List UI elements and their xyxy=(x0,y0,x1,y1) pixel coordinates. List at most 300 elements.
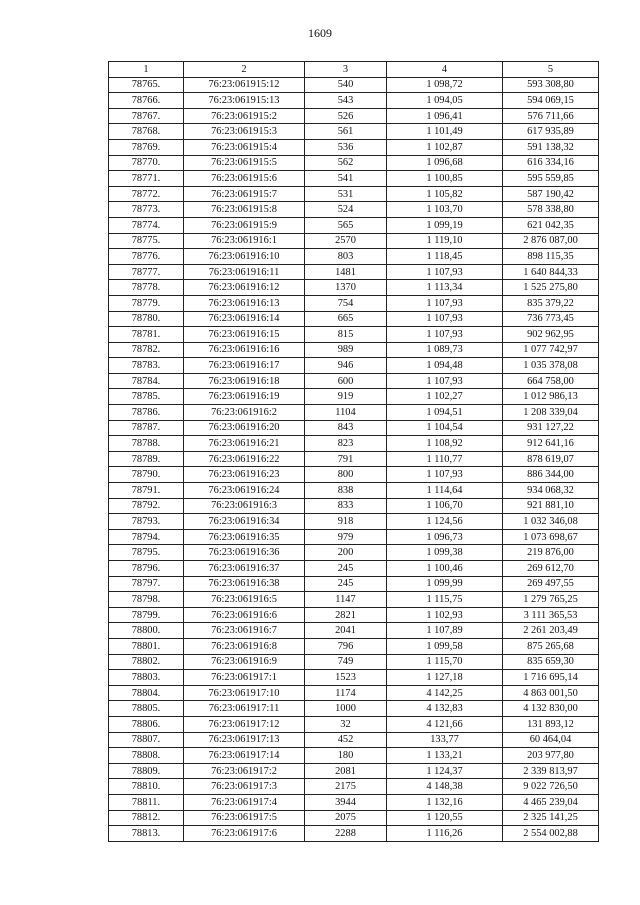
rate-cell: 1 108,92 xyxy=(387,436,503,452)
value-cell: 1 035 378,08 xyxy=(503,358,599,374)
row-number-cell: 78773. xyxy=(109,202,184,218)
rate-cell: 1 118,45 xyxy=(387,249,503,265)
column-header-2: 2 xyxy=(184,62,305,78)
value-cell: 269 497,55 xyxy=(503,576,599,592)
value-cell: 835 379,22 xyxy=(503,295,599,311)
rate-cell: 1 132,16 xyxy=(387,794,503,810)
table-row xyxy=(109,327,599,343)
row-number-cell: 78803. xyxy=(109,670,184,686)
cadastral-number-cell: 76:23:061916:24 xyxy=(184,483,305,499)
area-cell: 1000 xyxy=(305,701,387,717)
value-cell: 621 042,35 xyxy=(503,217,599,233)
rate-cell: 1 107,93 xyxy=(387,311,503,327)
rate-cell: 4 142,25 xyxy=(387,685,503,701)
row-number-cell: 78801. xyxy=(109,638,184,654)
area-cell: 543 xyxy=(305,93,387,109)
rate-cell: 1 102,27 xyxy=(387,389,503,405)
cadastral-number-cell: 76:23:061916:8 xyxy=(184,638,305,654)
row-number-cell: 78805. xyxy=(109,701,184,717)
row-number-cell: 78783. xyxy=(109,358,184,374)
row-number-cell: 78778. xyxy=(109,280,184,296)
rate-cell: 1 110,77 xyxy=(387,451,503,467)
value-cell: 835 659,30 xyxy=(503,654,599,670)
area-cell: 1147 xyxy=(305,592,387,608)
cadastral-number-cell: 76:23:061916:13 xyxy=(184,295,305,311)
area-cell: 803 xyxy=(305,249,387,265)
table-row xyxy=(109,794,599,810)
area-cell: 1370 xyxy=(305,280,387,296)
value-cell: 902 962,95 xyxy=(503,327,599,343)
value-cell: 912 641,16 xyxy=(503,436,599,452)
area-cell: 823 xyxy=(305,436,387,452)
cadastral-number-cell: 76:23:061917:4 xyxy=(184,794,305,810)
table-row xyxy=(109,139,599,155)
area-cell: 815 xyxy=(305,327,387,343)
row-number-cell: 78792. xyxy=(109,498,184,514)
area-cell: 2570 xyxy=(305,233,387,249)
row-number-cell: 78781. xyxy=(109,327,184,343)
rate-cell: 1 104,54 xyxy=(387,420,503,436)
table-row xyxy=(109,373,599,389)
table-row xyxy=(109,483,599,499)
value-cell: 587 190,42 xyxy=(503,186,599,202)
rate-cell: 1 133,21 xyxy=(387,748,503,764)
rate-cell: 1 124,37 xyxy=(387,763,503,779)
table-row xyxy=(109,124,599,140)
table-row xyxy=(109,202,599,218)
cadastral-number-cell: 76:23:061916:1 xyxy=(184,233,305,249)
rate-cell: 1 115,70 xyxy=(387,654,503,670)
row-number-cell: 78789. xyxy=(109,451,184,467)
rate-cell: 1 107,93 xyxy=(387,295,503,311)
row-number-cell: 78768. xyxy=(109,124,184,140)
cadastral-number-cell: 76:23:061916:38 xyxy=(184,576,305,592)
cadastral-number-cell: 76:23:061917:2 xyxy=(184,763,305,779)
table-row xyxy=(109,826,599,842)
area-cell: 245 xyxy=(305,561,387,577)
cadastral-number-cell: 76:23:061917:3 xyxy=(184,779,305,795)
value-cell: 931 127,22 xyxy=(503,420,599,436)
value-cell: 131 893,12 xyxy=(503,716,599,732)
area-cell: 2075 xyxy=(305,810,387,826)
cadastral-number-cell: 76:23:061916:12 xyxy=(184,280,305,296)
table-row xyxy=(109,654,599,670)
value-cell: 886 344,00 xyxy=(503,467,599,483)
rate-cell: 1 089,73 xyxy=(387,342,503,358)
value-cell: 594 069,15 xyxy=(503,93,599,109)
area-cell: 541 xyxy=(305,171,387,187)
row-number-cell: 78772. xyxy=(109,186,184,202)
area-cell: 561 xyxy=(305,124,387,140)
cadastral-number-cell: 76:23:061916:20 xyxy=(184,420,305,436)
value-cell: 4 863 001,50 xyxy=(503,685,599,701)
row-number-cell: 78813. xyxy=(109,826,184,842)
rate-cell: 1 099,99 xyxy=(387,576,503,592)
table-row xyxy=(109,77,599,93)
row-number-cell: 78800. xyxy=(109,623,184,639)
area-cell: 754 xyxy=(305,295,387,311)
rate-cell: 1 099,58 xyxy=(387,638,503,654)
area-cell: 600 xyxy=(305,373,387,389)
value-cell: 4 465 239,04 xyxy=(503,794,599,810)
cadastral-number-cell: 76:23:061917:14 xyxy=(184,748,305,764)
cadastral-number-cell: 76:23:061916:11 xyxy=(184,264,305,280)
value-cell: 1 077 742,97 xyxy=(503,342,599,358)
rate-cell: 1 107,93 xyxy=(387,467,503,483)
row-number-cell: 78777. xyxy=(109,264,184,280)
table-row xyxy=(109,358,599,374)
table-row xyxy=(109,342,599,358)
row-number-cell: 78797. xyxy=(109,576,184,592)
table-row xyxy=(109,436,599,452)
area-cell: 531 xyxy=(305,186,387,202)
cadastral-number-cell: 76:23:061917:10 xyxy=(184,685,305,701)
table-row xyxy=(109,514,599,530)
rate-cell: 1 094,48 xyxy=(387,358,503,374)
table-row xyxy=(109,763,599,779)
page-number: 1609 xyxy=(308,26,332,40)
area-cell: 833 xyxy=(305,498,387,514)
area-cell: 791 xyxy=(305,451,387,467)
value-cell: 203 977,80 xyxy=(503,748,599,764)
row-number-cell: 78786. xyxy=(109,405,184,421)
column-header-5: 5 xyxy=(503,62,599,78)
area-cell: 2821 xyxy=(305,607,387,623)
table-row xyxy=(109,638,599,654)
row-number-cell: 78767. xyxy=(109,108,184,124)
rate-cell: 1 096,73 xyxy=(387,529,503,545)
table-row xyxy=(109,249,599,265)
table-row xyxy=(109,155,599,171)
row-number-cell: 78799. xyxy=(109,607,184,623)
value-cell: 219 876,00 xyxy=(503,545,599,561)
value-cell: 898 115,35 xyxy=(503,249,599,265)
table-row xyxy=(109,810,599,826)
row-number-cell: 78807. xyxy=(109,732,184,748)
area-cell: 180 xyxy=(305,748,387,764)
rate-cell: 1 103,70 xyxy=(387,202,503,218)
value-cell: 576 711,66 xyxy=(503,108,599,124)
row-number-cell: 78808. xyxy=(109,748,184,764)
rate-cell: 4 132,83 xyxy=(387,701,503,717)
area-cell: 32 xyxy=(305,716,387,732)
value-cell: 2 554 002,88 xyxy=(503,826,599,842)
area-cell: 452 xyxy=(305,732,387,748)
area-cell: 1104 xyxy=(305,405,387,421)
value-cell: 1 279 765,25 xyxy=(503,592,599,608)
cadastral-number-cell: 76:23:061917:6 xyxy=(184,826,305,842)
area-cell: 536 xyxy=(305,139,387,155)
table-row xyxy=(109,108,599,124)
row-number-cell: 78779. xyxy=(109,295,184,311)
cadastral-number-cell: 76:23:061915:4 xyxy=(184,139,305,155)
cadastral-number-cell: 76:23:061916:34 xyxy=(184,514,305,530)
table-row xyxy=(109,171,599,187)
rate-cell: 1 100,46 xyxy=(387,561,503,577)
area-cell: 946 xyxy=(305,358,387,374)
cadastral-number-cell: 76:23:061916:18 xyxy=(184,373,305,389)
rate-cell: 1 114,64 xyxy=(387,483,503,499)
value-cell: 1 640 844,33 xyxy=(503,264,599,280)
cadastral-number-cell: 76:23:061916:10 xyxy=(184,249,305,265)
table-body xyxy=(109,77,599,841)
rate-cell: 1 113,34 xyxy=(387,280,503,296)
table-row xyxy=(109,561,599,577)
area-cell: 540 xyxy=(305,77,387,93)
row-number-cell: 78802. xyxy=(109,654,184,670)
row-number-cell: 78770. xyxy=(109,155,184,171)
rate-cell: 1 105,82 xyxy=(387,186,503,202)
cadastral-number-cell: 76:23:061915:6 xyxy=(184,171,305,187)
table-row xyxy=(109,264,599,280)
value-cell: 3 111 365,53 xyxy=(503,607,599,623)
table-row xyxy=(109,451,599,467)
cadastral-number-cell: 76:23:061916:36 xyxy=(184,545,305,561)
column-header-3: 3 xyxy=(305,62,387,78)
table-row xyxy=(109,607,599,623)
rate-cell: 1 101,49 xyxy=(387,124,503,140)
value-cell: 1 525 275,80 xyxy=(503,280,599,296)
row-number-cell: 78765. xyxy=(109,77,184,93)
area-cell: 1481 xyxy=(305,264,387,280)
cadastral-number-cell: 76:23:061915:13 xyxy=(184,93,305,109)
row-number-cell: 78793. xyxy=(109,514,184,530)
row-number-cell: 78809. xyxy=(109,763,184,779)
row-number-cell: 78795. xyxy=(109,545,184,561)
cadastral-number-cell: 76:23:061916:35 xyxy=(184,529,305,545)
row-number-cell: 78787. xyxy=(109,420,184,436)
cadastral-number-cell: 76:23:061916:3 xyxy=(184,498,305,514)
rate-cell: 1 127,18 xyxy=(387,670,503,686)
cadastral-number-cell: 76:23:061916:5 xyxy=(184,592,305,608)
value-cell: 578 338,80 xyxy=(503,202,599,218)
row-number-cell: 78784. xyxy=(109,373,184,389)
rate-cell: 1 107,93 xyxy=(387,373,503,389)
rate-cell: 1 099,38 xyxy=(387,545,503,561)
value-cell: 593 308,80 xyxy=(503,77,599,93)
rate-cell: 1 094,05 xyxy=(387,93,503,109)
cadastral-number-cell: 76:23:061917:5 xyxy=(184,810,305,826)
row-number-cell: 78812. xyxy=(109,810,184,826)
area-cell: 800 xyxy=(305,467,387,483)
cadastral-number-cell: 76:23:061916:6 xyxy=(184,607,305,623)
cadastral-number-cell: 76:23:061915:3 xyxy=(184,124,305,140)
value-cell: 921 881,10 xyxy=(503,498,599,514)
table-row xyxy=(109,545,599,561)
rate-cell: 1 102,87 xyxy=(387,139,503,155)
table-row xyxy=(109,233,599,249)
area-cell: 524 xyxy=(305,202,387,218)
rate-cell: 4 121,66 xyxy=(387,716,503,732)
table-row xyxy=(109,498,599,514)
column-header-1: 1 xyxy=(109,62,184,78)
cadastral-number-cell: 76:23:061916:17 xyxy=(184,358,305,374)
area-cell: 796 xyxy=(305,638,387,654)
rate-cell: 1 096,41 xyxy=(387,108,503,124)
area-cell: 838 xyxy=(305,483,387,499)
area-cell: 843 xyxy=(305,420,387,436)
rate-cell: 1 124,56 xyxy=(387,514,503,530)
area-cell: 526 xyxy=(305,108,387,124)
rate-cell: 1 107,89 xyxy=(387,623,503,639)
row-number-cell: 78775. xyxy=(109,233,184,249)
rate-cell: 1 107,93 xyxy=(387,264,503,280)
area-cell: 3944 xyxy=(305,794,387,810)
area-cell: 1174 xyxy=(305,685,387,701)
table-row xyxy=(109,295,599,311)
area-cell: 989 xyxy=(305,342,387,358)
area-cell: 979 xyxy=(305,529,387,545)
value-cell: 595 559,85 xyxy=(503,171,599,187)
cadastral-number-cell: 76:23:061916:37 xyxy=(184,561,305,577)
area-cell: 749 xyxy=(305,654,387,670)
header-row xyxy=(109,62,599,78)
rate-cell: 1 096,68 xyxy=(387,155,503,171)
cadastral-number-cell: 76:23:061916:7 xyxy=(184,623,305,639)
cadastral-number-cell: 76:23:061916:23 xyxy=(184,467,305,483)
row-number-cell: 78769. xyxy=(109,139,184,155)
table-row xyxy=(109,529,599,545)
table-row xyxy=(109,280,599,296)
cadastral-number-cell: 76:23:061916:21 xyxy=(184,436,305,452)
cadastral-number-cell: 76:23:061917:12 xyxy=(184,716,305,732)
value-cell: 2 261 203,49 xyxy=(503,623,599,639)
cadastral-number-cell: 76:23:061917:13 xyxy=(184,732,305,748)
table-row xyxy=(109,217,599,233)
table-row xyxy=(109,389,599,405)
cadastral-number-cell: 76:23:061915:2 xyxy=(184,108,305,124)
table-row xyxy=(109,670,599,686)
area-cell: 2081 xyxy=(305,763,387,779)
area-cell: 562 xyxy=(305,155,387,171)
rate-cell: 133,77 xyxy=(387,732,503,748)
cadastral-number-cell: 76:23:061916:16 xyxy=(184,342,305,358)
cadastral-number-cell: 76:23:061916:14 xyxy=(184,311,305,327)
value-cell: 2 876 087,00 xyxy=(503,233,599,249)
area-cell: 565 xyxy=(305,217,387,233)
column-header-4: 4 xyxy=(387,62,503,78)
value-cell: 616 334,16 xyxy=(503,155,599,171)
cadastral-number-cell: 76:23:061917:11 xyxy=(184,701,305,717)
cadastral-number-cell: 76:23:061915:8 xyxy=(184,202,305,218)
area-cell: 919 xyxy=(305,389,387,405)
rate-cell: 1 099,19 xyxy=(387,217,503,233)
cadastral-number-cell: 76:23:061916:19 xyxy=(184,389,305,405)
row-number-cell: 78810. xyxy=(109,779,184,795)
row-number-cell: 78811. xyxy=(109,794,184,810)
value-cell: 664 758,00 xyxy=(503,373,599,389)
value-cell: 875 265,68 xyxy=(503,638,599,654)
rate-cell: 4 148,38 xyxy=(387,779,503,795)
row-number-cell: 78771. xyxy=(109,171,184,187)
value-cell: 591 138,32 xyxy=(503,139,599,155)
area-cell: 918 xyxy=(305,514,387,530)
cadastral-number-cell: 76:23:061915:9 xyxy=(184,217,305,233)
area-cell: 1523 xyxy=(305,670,387,686)
rate-cell: 1 119,10 xyxy=(387,233,503,249)
value-cell: 1 208 339,04 xyxy=(503,405,599,421)
table-row xyxy=(109,685,599,701)
value-cell: 2 339 813,97 xyxy=(503,763,599,779)
table-row xyxy=(109,701,599,717)
row-number-cell: 78780. xyxy=(109,311,184,327)
row-number-cell: 78776. xyxy=(109,249,184,265)
value-cell: 269 612,70 xyxy=(503,561,599,577)
row-number-cell: 78794. xyxy=(109,529,184,545)
cadastral-number-cell: 76:23:061916:9 xyxy=(184,654,305,670)
row-number-cell: 78804. xyxy=(109,685,184,701)
table-row xyxy=(109,576,599,592)
table-row xyxy=(109,732,599,748)
rate-cell: 1 120,55 xyxy=(387,810,503,826)
area-cell: 200 xyxy=(305,545,387,561)
table-row xyxy=(109,420,599,436)
table-header xyxy=(109,62,599,78)
value-cell: 878 619,07 xyxy=(503,451,599,467)
area-cell: 2288 xyxy=(305,826,387,842)
value-cell: 1 073 698,67 xyxy=(503,529,599,545)
data-table xyxy=(108,61,599,842)
value-cell: 736 773,45 xyxy=(503,311,599,327)
value-cell: 60 464,04 xyxy=(503,732,599,748)
area-cell: 2041 xyxy=(305,623,387,639)
row-number-cell: 78788. xyxy=(109,436,184,452)
row-number-cell: 78791. xyxy=(109,483,184,499)
area-cell: 665 xyxy=(305,311,387,327)
rate-cell: 1 102,93 xyxy=(387,607,503,623)
value-cell: 1 716 695,14 xyxy=(503,670,599,686)
row-number-cell: 78798. xyxy=(109,592,184,608)
cadastral-number-cell: 76:23:061916:15 xyxy=(184,327,305,343)
rate-cell: 1 100,85 xyxy=(387,171,503,187)
row-number-cell: 78766. xyxy=(109,93,184,109)
table-row xyxy=(109,311,599,327)
cadastral-number-cell: 76:23:061916:2 xyxy=(184,405,305,421)
row-number-cell: 78796. xyxy=(109,561,184,577)
table-row xyxy=(109,716,599,732)
value-cell: 4 132 830,00 xyxy=(503,701,599,717)
row-number-cell: 78790. xyxy=(109,467,184,483)
value-cell: 617 935,89 xyxy=(503,124,599,140)
table-row xyxy=(109,467,599,483)
rate-cell: 1 106,70 xyxy=(387,498,503,514)
cadastral-number-cell: 76:23:061917:1 xyxy=(184,670,305,686)
value-cell: 9 022 726,50 xyxy=(503,779,599,795)
table-row xyxy=(109,748,599,764)
table-row xyxy=(109,93,599,109)
row-number-cell: 78782. xyxy=(109,342,184,358)
table-row xyxy=(109,186,599,202)
value-cell: 1 012 986,13 xyxy=(503,389,599,405)
area-cell: 245 xyxy=(305,576,387,592)
row-number-cell: 78774. xyxy=(109,217,184,233)
rate-cell: 1 094,51 xyxy=(387,405,503,421)
value-cell: 934 068,32 xyxy=(503,483,599,499)
value-cell: 2 325 141,25 xyxy=(503,810,599,826)
rate-cell: 1 116,26 xyxy=(387,826,503,842)
row-number-cell: 78806. xyxy=(109,716,184,732)
rate-cell: 1 107,93 xyxy=(387,327,503,343)
table-row xyxy=(109,592,599,608)
table-row xyxy=(109,623,599,639)
row-number-cell: 78785. xyxy=(109,389,184,405)
value-cell: 1 032 346,08 xyxy=(503,514,599,530)
area-cell: 2175 xyxy=(305,779,387,795)
cadastral-number-cell: 76:23:061915:7 xyxy=(184,186,305,202)
cadastral-number-cell: 76:23:061915:12 xyxy=(184,77,305,93)
rate-cell: 1 115,75 xyxy=(387,592,503,608)
table-row xyxy=(109,779,599,795)
